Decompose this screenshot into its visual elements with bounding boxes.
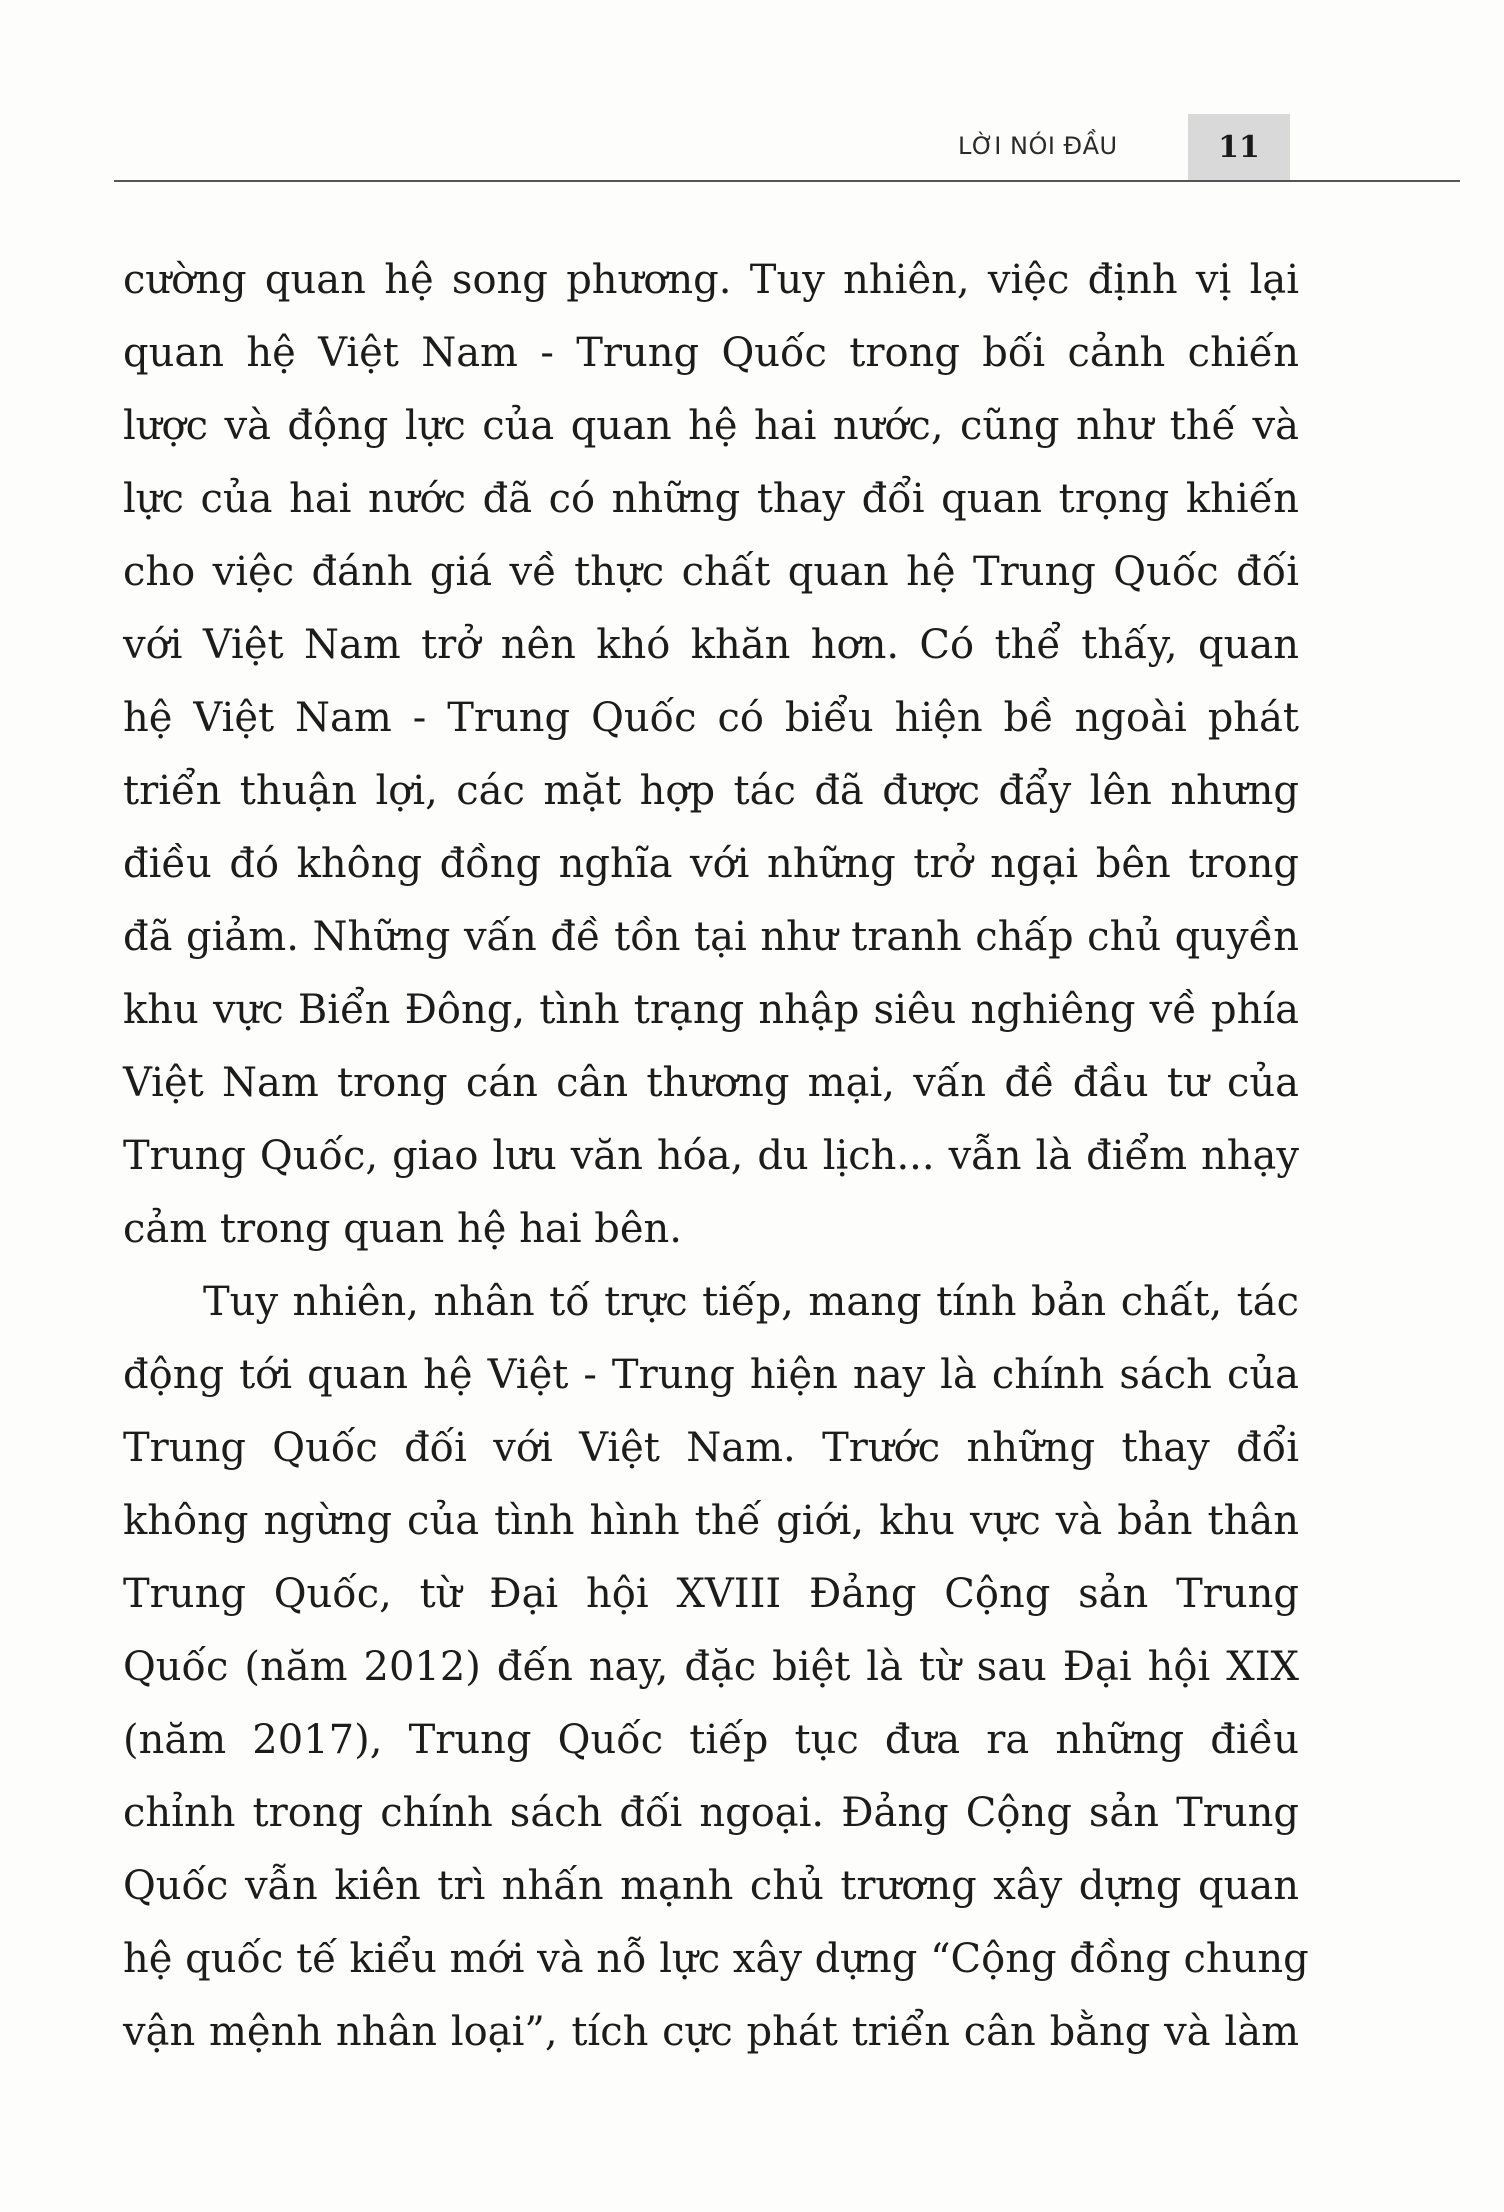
text-line: động tới quan hệ Việt - Trung hiện nay là chính sách của [123, 1352, 1299, 1398]
running-head: LỜI NÓI ĐẦU [958, 132, 1118, 160]
text-line: Trung Quốc đối với Việt Nam. Trước những thay đổi [123, 1425, 1299, 1471]
text-line: quan hệ Việt Nam - Trung Quốc trong bối cảnh chiến [123, 330, 1299, 376]
page-number: 11 [1188, 114, 1290, 180]
text-line: cho việc đánh giá về thực chất quan hệ Trung Quốc đối [123, 549, 1299, 595]
text-line: triển thuận lợi, các mặt hợp tác đã được đẩy lên nhưng [123, 768, 1299, 814]
text-line: lược và động lực của quan hệ hai nước, cũng như thế và [123, 403, 1299, 449]
text-line: hệ Việt Nam - Trung Quốc có biểu hiện bề ngoài phát [123, 695, 1299, 741]
text-line: cảm trong quan hệ hai bên. [123, 1206, 682, 1252]
text-line: (năm 2017), Trung Quốc tiếp tục đưa ra những điều [123, 1717, 1299, 1763]
text-line: chỉnh trong chính sách đối ngoại. Đảng Cộng sản Trung [123, 1790, 1299, 1836]
text-line: vận mệnh nhân loại”, tích cực phát triển cân bằng và làm [123, 2009, 1299, 2055]
text-line: không ngừng của tình hình thế giới, khu vực và bản thân [123, 1498, 1299, 1544]
text-line: lực của hai nước đã có những thay đổi quan trọng khiến [123, 476, 1299, 522]
body-text [123, 244, 1309, 2069]
header-rule [114, 180, 1460, 182]
text-line: Quốc (năm 2012) đến nay, đặc biệt là từ sau Đại hội XIX [123, 1644, 1299, 1690]
text-line: với Việt Nam trở nên khó khăn hơn. Có thể thấy, quan [123, 622, 1299, 668]
text-line: đã giảm. Những vấn đề tồn tại như tranh chấp chủ quyền [123, 914, 1299, 960]
text-line: Trung Quốc, giao lưu văn hóa, du lịch... vẫn là điểm nhạy [123, 1133, 1299, 1179]
text-line: hệ quốc tế kiểu mới và nỗ lực xây dựng “Cộng đồng chung [123, 1936, 1309, 1982]
text-line: khu vực Biển Đông, tình trạng nhập siêu nghiêng về phía [123, 987, 1299, 1033]
text-line: Quốc vẫn kiên trì nhấn mạnh chủ trương xây dựng quan [123, 1863, 1299, 1909]
text-line: điều đó không đồng nghĩa với những trở ngại bên trong [123, 841, 1299, 887]
text-line: Tuy nhiên, nhân tố trực tiếp, mang tính bản chất, tác [203, 1279, 1299, 1325]
text-line: Trung Quốc, từ Đại hội XVIII Đảng Cộng sản Trung [123, 1571, 1299, 1617]
text-line: Việt Nam trong cán cân thương mại, vấn đề đầu tư của [123, 1060, 1299, 1106]
text-line: cường quan hệ song phương. Tuy nhiên, việc định vị lại [123, 257, 1299, 303]
